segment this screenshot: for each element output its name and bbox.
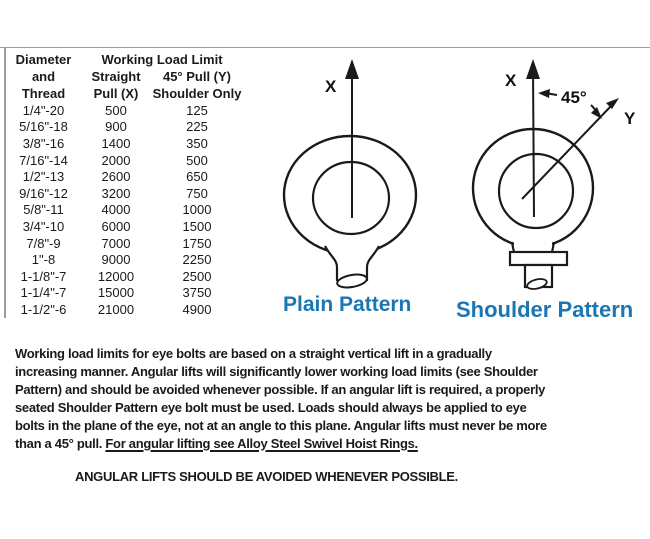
warning-statement: ANGULAR LIFTS SHOULD BE AVOIDED WHENEVER POSSIBLE. xyxy=(75,469,458,484)
table-row xyxy=(6,268,243,285)
paragraph-line: bolts in the plane of the eye, not at an angle to this plane. Angular lifts must never be more xyxy=(15,418,547,433)
paragraph-line: Working load limits for eye bolts are based on a straight vertical lift in a gradually xyxy=(15,346,492,361)
cell-angular: 650 xyxy=(186,169,208,185)
plain-pattern-diagram xyxy=(280,55,430,295)
cell-straight: 12000 xyxy=(97,268,135,284)
table-row xyxy=(6,168,243,185)
cell-angular: 750 xyxy=(186,185,208,201)
cell-diameter: 1"-8 xyxy=(31,252,56,268)
x-axis-arrowhead xyxy=(526,59,540,79)
cell-angular: 2500 xyxy=(182,268,212,284)
cell-angular: 2250 xyxy=(182,252,212,268)
table-row xyxy=(6,285,243,302)
cell-angular: 1500 xyxy=(182,218,212,234)
cell-straight: 900 xyxy=(105,119,127,135)
table-row xyxy=(6,119,243,136)
table-row xyxy=(6,251,243,268)
cell-diameter: 1-1/2"-6 xyxy=(20,301,67,317)
y-axis-arrowhead xyxy=(606,98,619,109)
cell-diameter: 3/4"-10 xyxy=(22,218,65,234)
plain-pattern-caption: Plain Pattern xyxy=(283,293,412,316)
header-45-pull: 45° Pull (Y) xyxy=(162,69,232,84)
cell-straight: 4000 xyxy=(101,202,131,218)
x-axis-label: X xyxy=(325,77,337,96)
paragraph-line: Pattern) and should be avoided whenever possible. If an angular lift is required, a properly xyxy=(15,382,546,397)
x-axis-arrow-line xyxy=(533,68,534,217)
cell-angular: 350 xyxy=(186,135,208,151)
eye-inner-ring xyxy=(499,154,573,228)
table-row xyxy=(6,185,243,202)
cell-straight: 1400 xyxy=(101,135,131,151)
cell-angular: 3750 xyxy=(182,285,212,301)
neck-mask xyxy=(327,240,377,257)
paragraph-last-line xyxy=(15,435,547,453)
x-axis-arrowhead xyxy=(345,59,359,79)
cell-diameter: 3/8"-16 xyxy=(22,135,65,151)
shoulder-pattern-diagram xyxy=(455,55,650,297)
cell-diameter: 7/16"-14 xyxy=(19,152,68,168)
cell-straight: 15000 xyxy=(97,285,135,301)
swivel-hoist-rings-link[interactable]: For angular lifting see Alloy Steel Swivel Hoist Rings. xyxy=(105,436,418,451)
x-axis-label: X xyxy=(505,71,517,90)
header-shoulder-only: Shoulder Only xyxy=(152,86,242,101)
cell-diameter: 7/8"-9 xyxy=(26,235,61,251)
cell-straight: 3200 xyxy=(101,185,131,201)
paragraph-line: seated Shoulder Pattern eye bolt must be used. Loads should always be applied to eye xyxy=(15,400,527,415)
cell-straight: 7000 xyxy=(101,235,131,251)
cell-diameter: 1/2"-13 xyxy=(22,169,65,185)
cell-straight: 21000 xyxy=(97,301,135,317)
angle-right-pointer-arrowhead xyxy=(591,107,602,119)
cell-diameter: 9/16"-12 xyxy=(19,185,68,201)
cell-diameter: 5/8"-11 xyxy=(23,202,64,218)
shoulder-flange xyxy=(510,252,567,265)
angle-label: 45° xyxy=(561,88,587,107)
cell-diameter: 1-1/8"-7 xyxy=(20,268,67,284)
cell-diameter: 5/16"-18 xyxy=(19,119,68,135)
shoulder-pattern-caption: Shoulder Pattern xyxy=(456,297,634,322)
header-straight: Straight xyxy=(91,69,141,84)
cell-angular: 500 xyxy=(186,152,208,168)
table-row xyxy=(6,218,243,235)
cell-straight: 500 xyxy=(105,102,127,118)
cell-angular: 1750 xyxy=(182,235,212,251)
table-row xyxy=(6,152,243,169)
table-row xyxy=(6,102,243,119)
header-and: and xyxy=(31,69,56,84)
header-wll-title: Working Load Limit xyxy=(101,52,223,67)
shank-end-opening xyxy=(336,272,368,289)
cell-angular: 1000 xyxy=(182,202,212,218)
cell-straight: 6000 xyxy=(101,218,131,234)
table-row xyxy=(6,301,243,318)
neck-mask xyxy=(514,238,552,253)
table-row xyxy=(6,135,243,152)
table-row xyxy=(6,202,243,219)
cell-angular: 4900 xyxy=(182,301,212,317)
cell-diameter: 1-1/4"-7 xyxy=(20,285,67,301)
table-row xyxy=(6,235,243,252)
header-pull-x: Pull (X) xyxy=(93,86,139,101)
cell-diameter: 1/4"-20 xyxy=(22,102,65,118)
paragraph-last-line-prefix: than a 45° pull. xyxy=(15,436,106,451)
cell-straight: 2000 xyxy=(101,152,131,168)
cell-straight: 2600 xyxy=(101,169,131,185)
cell-angular: 225 xyxy=(186,119,208,135)
paragraph-line: increasing manner. Angular lifts will significantly lower working load limits (see Shoulder xyxy=(15,364,538,379)
y-axis-label: Y xyxy=(624,109,636,128)
header-diameter: Diameter xyxy=(15,52,72,67)
cell-angular: 125 xyxy=(186,102,208,118)
cell-straight: 9000 xyxy=(101,252,131,268)
table-header-row-3 xyxy=(6,85,243,102)
header-thread: Thread xyxy=(21,86,66,101)
body-paragraph xyxy=(15,345,547,453)
table-header-row-1 xyxy=(6,51,243,68)
angle-left-pointer-arrowhead xyxy=(538,89,550,98)
working-load-limit-table xyxy=(4,48,243,318)
table-header-row-2 xyxy=(6,68,243,85)
